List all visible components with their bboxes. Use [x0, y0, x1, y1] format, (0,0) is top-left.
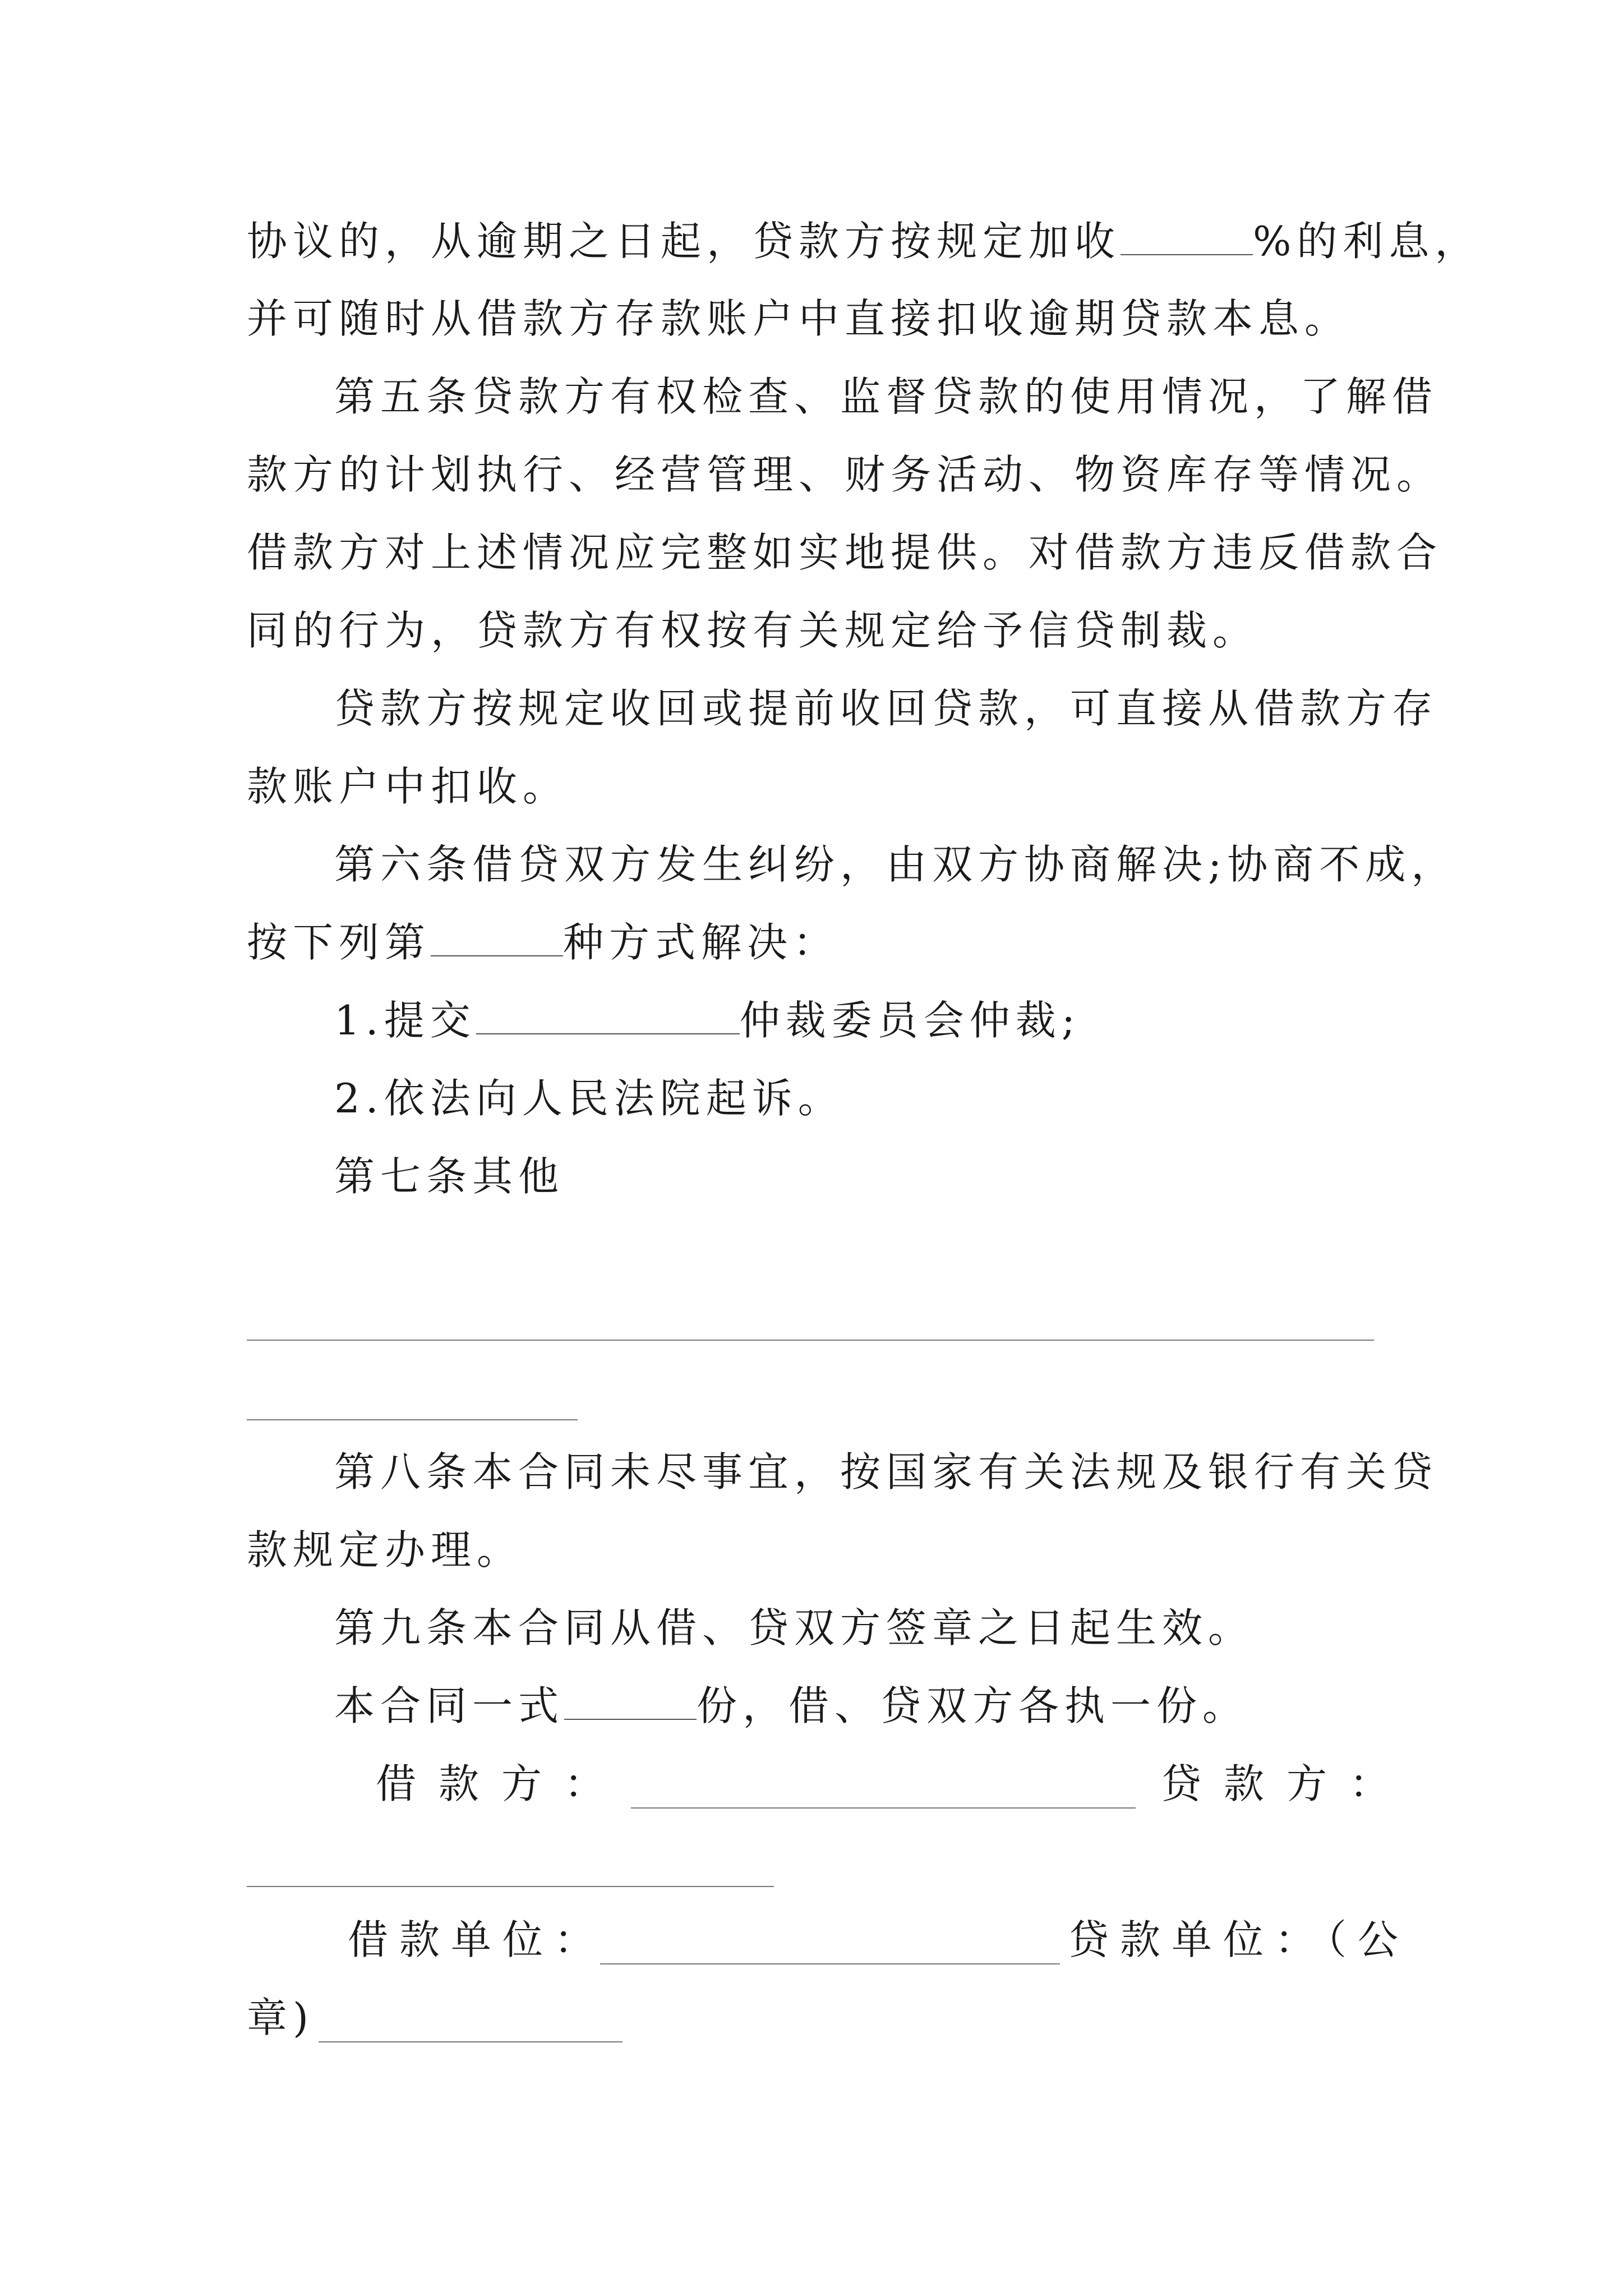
lender-unit-line[interactable] [319, 2041, 623, 2042]
paragraph-line: 并可随时从借款方存款账户中直接扣收逾期贷款本息。 [247, 295, 1351, 342]
fill-line[interactable] [247, 1340, 1374, 1341]
list-item [334, 992, 1081, 1048]
paragraph-line: 贷款方按规定收回或提前收回贷款，可直接从借款方存 [334, 685, 1438, 732]
paragraph-line [247, 914, 839, 970]
borrower-unit-label: 借款单位： [348, 1916, 606, 1963]
text-segment: 本合同一式 [334, 1682, 565, 1729]
text-segment: 种方式解决： [563, 919, 840, 966]
paragraph-line [247, 213, 1481, 269]
text-segment: 仲裁委员会仲裁; [739, 997, 1081, 1044]
article-8-line: 第八条本合同未尽事宜，按国家有关法规及银行有关贷 [334, 1448, 1438, 1496]
text-segment: 协议的，从逾期之日起，贷款方按规定加收 [247, 218, 1121, 265]
article-5-line: 第五条贷款方有权检查、监督贷款的使用情况，了解借 [334, 373, 1438, 420]
borrower-signature-line[interactable] [631, 1807, 1136, 1809]
fill-blank[interactable] [476, 999, 740, 1034]
fill-line[interactable] [247, 1419, 578, 1420]
lender-signature-line[interactable] [247, 1886, 774, 1887]
borrower-label: 借款方： [376, 1760, 628, 1807]
borrower-unit-line[interactable] [600, 1963, 1060, 1964]
text-segment: %的利息， [1253, 218, 1481, 265]
text-segment: 按下列第 [247, 919, 431, 966]
text-segment: 1.提交 [334, 997, 476, 1044]
paragraph-line: 借款方对上述情况应完整如实地提供。对借款方违反借款合 [247, 529, 1443, 576]
paragraph-line: 款账户中扣收。 [247, 763, 569, 810]
article-6-line: 第六条借贷双方发生纠纷，由双方协商解决;协商不成， [334, 841, 1458, 888]
lender-label: 贷款方： [1161, 1760, 1413, 1807]
fill-blank[interactable] [1121, 219, 1253, 255]
lender-unit-label: 贷款单位：（公 [1068, 1916, 1410, 1963]
paragraph-line: 款方的计划执行、经营管理、财务活动、物资库存等情况。 [247, 451, 1443, 498]
paragraph-line: 款规定办理。 [247, 1526, 523, 1573]
fill-blank[interactable] [431, 921, 563, 956]
fill-blank[interactable] [564, 1684, 697, 1720]
paragraph-line [334, 1678, 1248, 1734]
list-item: 2.依法向人民法院起诉。 [334, 1075, 844, 1122]
article-7-line: 第七条其他 [334, 1153, 565, 1200]
seal-label: 章) [247, 1994, 315, 2041]
paragraph-line: 同的行为，贷款方有权按有关规定给予信贷制裁。 [247, 607, 1259, 654]
text-segment: 份，借、贷双方各执一份。 [697, 1682, 1249, 1729]
article-9-line: 第九条本合同从借、贷双方签章之日起生效。 [334, 1604, 1255, 1651]
